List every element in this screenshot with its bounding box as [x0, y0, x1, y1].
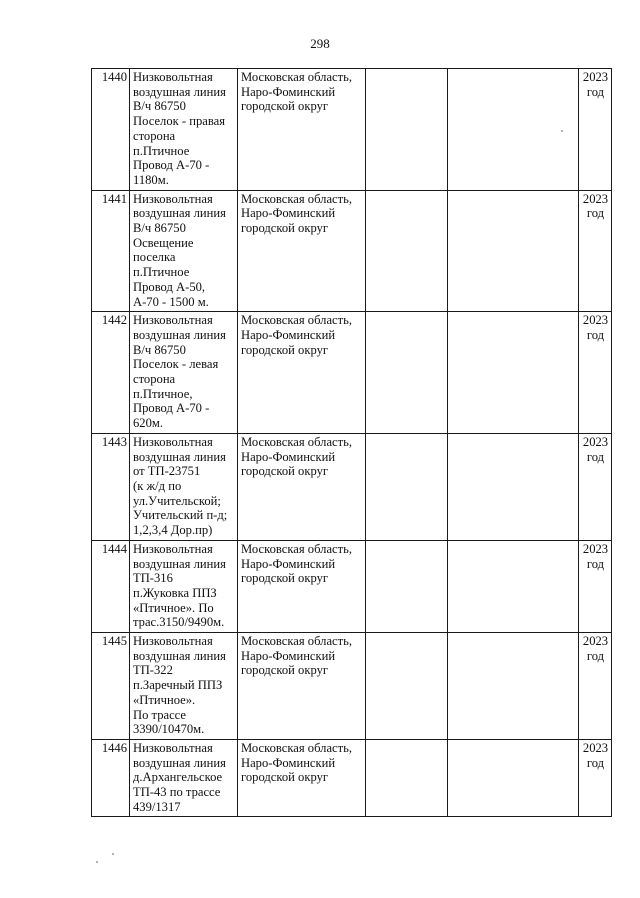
cell-line: от ТП-23751	[133, 464, 201, 479]
cell-line: п.Птичное,	[133, 386, 193, 401]
cell-line: п.Птичное	[133, 143, 190, 158]
cell-line: В/ч 86750	[133, 342, 186, 357]
cell-line: год	[586, 648, 605, 663]
location	[238, 540, 366, 632]
cell-line: Наро-Фоминский	[241, 648, 336, 663]
cell-line: Низковольтная	[133, 313, 213, 328]
row-number: 1441	[92, 190, 130, 312]
row-number: 1442	[92, 312, 130, 434]
scan-speck	[96, 861, 98, 863]
cell-line: городской округ	[241, 99, 329, 114]
cell-line: п.Птичное	[133, 265, 190, 280]
cell-line: Наро-Фоминский	[241, 755, 336, 770]
cell-line: п.Заречный ППЗ	[133, 678, 223, 693]
cell-line: «Птичное». По	[133, 600, 214, 615]
year	[579, 190, 612, 312]
line-description	[130, 739, 238, 817]
cell-line: городской округ	[241, 342, 329, 357]
cell-line: Московская область,	[241, 313, 353, 328]
cell-line: Наро-Фоминский	[241, 327, 336, 342]
cell-line: Наро-Фоминский	[241, 206, 336, 221]
location	[238, 739, 366, 817]
cell-line: 2023	[582, 634, 609, 649]
cell-line: год	[586, 449, 605, 464]
cell-line: трас.3150/9490м.	[133, 615, 225, 630]
cell-line: год	[586, 84, 605, 99]
table-row	[92, 190, 612, 312]
empty-cell	[366, 633, 448, 740]
line-description	[130, 633, 238, 740]
cell-line: городской округ	[241, 221, 329, 236]
location	[238, 69, 366, 191]
cell-line: Провод А-70 -	[133, 401, 210, 416]
table-row	[92, 312, 612, 434]
location	[238, 312, 366, 434]
cell-line: 439/1317	[133, 799, 181, 814]
table-row	[92, 69, 612, 191]
empty-cell	[366, 69, 448, 191]
cell-line: 1,2,3,4 Дор.пр)	[133, 523, 213, 538]
cell-line: Низковольтная	[133, 634, 213, 649]
cell-line: Московская область,	[241, 541, 353, 556]
empty-cell	[366, 190, 448, 312]
row-number: 1443	[92, 433, 130, 540]
cell-line: Московская область,	[241, 634, 353, 649]
registry-table-body	[92, 69, 612, 817]
cell-line: п.Жуковка ППЗ	[133, 585, 217, 600]
cell-line: В/ч 86750	[133, 221, 186, 236]
cell-line: (к ж/д по	[133, 478, 182, 493]
cell-line: 2023	[582, 434, 609, 449]
cell-line: Низковольтная	[133, 191, 213, 206]
location	[238, 633, 366, 740]
empty-cell	[366, 433, 448, 540]
table-row	[92, 433, 612, 540]
cell-line: ТП-43 по трассе	[133, 785, 221, 800]
cell-line: Наро-Фоминский	[241, 449, 336, 464]
line-description	[130, 312, 238, 434]
empty-cell	[448, 69, 579, 191]
cell-line: городской округ	[241, 770, 329, 785]
cell-line: Учительский п-д;	[133, 508, 228, 523]
cell-line: сторона	[133, 372, 176, 387]
year	[579, 433, 612, 540]
row-number: 1445	[92, 633, 130, 740]
line-description	[130, 433, 238, 540]
cell-line: 620м.	[133, 416, 164, 431]
empty-cell	[448, 540, 579, 632]
line-description	[130, 540, 238, 632]
location	[238, 433, 366, 540]
cell-line: Провод А-70 -	[133, 158, 210, 173]
table-row	[92, 739, 612, 817]
cell-line: Наро-Фоминский	[241, 556, 336, 571]
table-row	[92, 540, 612, 632]
cell-line: сторона	[133, 128, 176, 143]
empty-cell	[448, 312, 579, 434]
cell-line: «Птичное».	[133, 692, 196, 707]
cell-line: Низковольтная	[133, 541, 213, 556]
cell-line: ТП-322	[133, 663, 173, 678]
cell-line: А-70 - 1500 м.	[133, 294, 209, 309]
cell-line: Низковольтная	[133, 740, 213, 755]
year	[579, 69, 612, 191]
cell-line: 2023	[582, 740, 609, 755]
cell-line: Московская область,	[241, 70, 353, 84]
scan-speck	[561, 130, 563, 132]
cell-line: воздушная линия	[133, 556, 226, 571]
cell-line: Московская область,	[241, 740, 353, 755]
cell-line: воздушная линия	[133, 327, 226, 342]
empty-cell	[366, 540, 448, 632]
cell-line: городской округ	[241, 663, 329, 678]
cell-line: Освещение	[133, 235, 194, 250]
cell-line: поселка	[133, 250, 176, 265]
year	[579, 540, 612, 632]
row-number: 1446	[92, 739, 130, 817]
cell-line: 2023	[582, 541, 609, 556]
year	[579, 739, 612, 817]
cell-line: Поселок - правая	[133, 114, 226, 129]
cell-line: воздушная линия	[133, 84, 226, 99]
line-description	[130, 69, 238, 191]
cell-line: Поселок - левая	[133, 357, 219, 372]
empty-cell	[366, 312, 448, 434]
empty-cell	[448, 739, 579, 817]
cell-line: воздушная линия	[133, 206, 226, 221]
cell-line: Московская область,	[241, 191, 353, 206]
cell-line: воздушная линия	[133, 755, 226, 770]
cell-line: 1180м.	[133, 172, 169, 187]
cell-line: В/ч 86750	[133, 99, 186, 114]
cell-line: Наро-Фоминский	[241, 84, 336, 99]
registry-table	[91, 68, 612, 817]
cell-line: Низковольтная	[133, 70, 213, 84]
cell-line: Низковольтная	[133, 434, 213, 449]
cell-line: городской округ	[241, 571, 329, 586]
cell-line: По трассе	[133, 707, 187, 722]
empty-cell	[448, 190, 579, 312]
cell-line: год	[586, 327, 605, 342]
cell-line: воздушная линия	[133, 449, 226, 464]
cell-line: д.Архангельское	[133, 770, 223, 785]
cell-line: городской округ	[241, 464, 329, 479]
empty-cell	[448, 433, 579, 540]
location	[238, 190, 366, 312]
cell-line: 2023	[582, 313, 609, 328]
empty-cell	[366, 739, 448, 817]
cell-line: Провод А-50,	[133, 279, 206, 294]
empty-cell	[448, 633, 579, 740]
cell-line: год	[586, 755, 605, 770]
cell-line: 3390/10470м.	[133, 722, 205, 737]
line-description	[130, 190, 238, 312]
year	[579, 312, 612, 434]
row-number: 1440	[92, 69, 130, 191]
cell-line: ТП-316	[133, 571, 173, 586]
cell-line: год	[586, 206, 605, 221]
cell-line: воздушная линия	[133, 648, 226, 663]
cell-line: 2023	[582, 191, 609, 206]
scan-speck	[112, 853, 114, 855]
cell-line: Московская область,	[241, 434, 353, 449]
cell-line: ул.Учительской;	[133, 493, 221, 508]
cell-line: 2023	[582, 70, 609, 84]
table-row	[92, 633, 612, 740]
row-number: 1444	[92, 540, 130, 632]
year	[579, 633, 612, 740]
page-number: 298	[310, 36, 330, 51]
cell-line: год	[586, 556, 605, 571]
